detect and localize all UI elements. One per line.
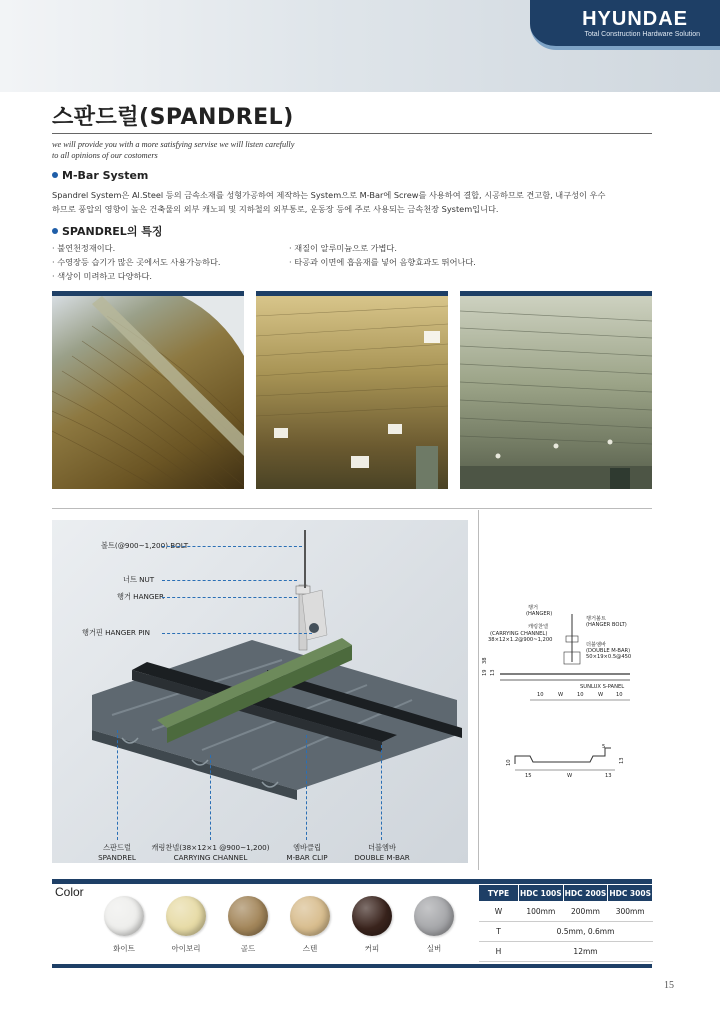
sd-dim-v2: 19 [482, 669, 488, 676]
table-cell: 100mm [519, 902, 564, 922]
callout-hanger-pin-leader [162, 633, 312, 634]
features-heading [52, 223, 163, 239]
callout-bolt: 볼트(@900~1,200) BOLT [101, 541, 189, 550]
page-number: 15 [664, 980, 674, 991]
label-spandrel [82, 843, 152, 863]
table-header: HDC 300S [608, 885, 653, 902]
footer-bar [52, 964, 652, 968]
table-header: HDC 200S [563, 885, 608, 902]
label-carrying-channel [148, 843, 273, 863]
table-header-row [479, 885, 653, 902]
callout-nut-leader [162, 580, 297, 581]
table-header: TYPE [479, 885, 519, 902]
pf-dim-15: 15 [525, 773, 532, 779]
double-mbar-leader [381, 745, 382, 840]
sd-carrying-en: (CARRYING CHANNEL) [490, 631, 548, 637]
bullet-dot-icon [52, 172, 58, 178]
mbar-heading [52, 169, 148, 182]
color-swatch-label: 골드 [240, 944, 256, 953]
sd-hanger-bolt-en: (HANGER BOLT) [586, 622, 627, 628]
table-row [479, 942, 653, 962]
page-title: 스판드럴(SPANDREL) [52, 105, 294, 130]
sd-carrying: 캐링찬넬 [528, 624, 549, 630]
label-spandrel-ko: 스판드럴 [103, 843, 131, 852]
tagline [52, 139, 294, 161]
sd-dim-v1: 38 [482, 657, 488, 664]
bullet-dot-icon [52, 228, 58, 234]
section-divider [52, 508, 652, 509]
callout-bolt-leader [162, 546, 302, 547]
color-swatch [290, 896, 330, 936]
panel-profile-drawing [505, 742, 635, 782]
brand-subtitle: Total Construction Hardware Solution [584, 31, 700, 38]
label-mbar-clip-ko: 엠바클립 [293, 843, 321, 852]
sd-hanger-bolt: 행거볼트 [586, 616, 607, 622]
color-swatch-label: 커피 [364, 944, 380, 953]
color-swatch [414, 896, 454, 936]
ceiling-lights-photo [256, 291, 448, 489]
curved-canopy-photo [52, 291, 244, 489]
sd-double-mbar-spec: 50×19×0.5@450 [586, 654, 632, 660]
label-spandrel-en: SPANDREL [98, 853, 136, 862]
table-cell: 300mm [608, 902, 653, 922]
table-row-label: W [479, 902, 519, 922]
sd-double-mbar: 더블엠바 [586, 642, 607, 648]
table-cell: 200mm [563, 902, 608, 922]
label-double-mbar-ko: 더블엠바 [368, 843, 396, 852]
table-cell: 12mm [519, 942, 653, 962]
pf-dim-5: 5 [602, 744, 606, 750]
color-swatch [352, 896, 392, 936]
list-item: · 재질이 알루미늄으로 가볍다. [289, 243, 397, 253]
list-item: · 불연천정재이다. [52, 243, 116, 253]
callout-nut: 너트 NUT [123, 575, 155, 584]
spandrel-leader [117, 730, 118, 840]
table-row-label: T [479, 922, 519, 942]
sd-double-mbar-en: (DOUBLE M-BAR) [586, 648, 631, 654]
tagline-line-2: to all opinions of our costomers [52, 151, 158, 160]
label-carrying-channel-ko: 캐링찬넬(38×12×1 @900~1,200) [151, 843, 270, 852]
color-swatch-label: 실버 [426, 944, 442, 953]
installation-diagram [52, 520, 468, 863]
brand-name: HYUNDAE [582, 8, 688, 30]
linear-ceiling-photo [460, 291, 652, 489]
sd-hanger-en: (HANGER) [526, 611, 553, 617]
section-drawing [480, 600, 655, 710]
label-double-mbar [346, 843, 418, 863]
label-double-mbar-en: DOUBLE M-BAR [354, 853, 410, 862]
mbar-description-line-1: Spandrel System은 Al.Steel 등의 금속소재를 성형가공하여 제작하는 System으로 M-Bar에 Screw를 사용하여 결합, 시공하므로 견고함, 내구성이 우수 [52, 190, 606, 200]
features-heading-text: SPANDREL의 특징 [62, 225, 163, 238]
color-swatch [166, 896, 206, 936]
list-item: · 색상이 미려하고 다양하다. [52, 271, 153, 281]
features-right-list [289, 241, 476, 269]
callout-hanger-pin: 행거핀 HANGER PIN [82, 628, 151, 637]
label-mbar-clip-en: M-BAR CLIP [286, 853, 328, 862]
table-row [479, 902, 653, 922]
carrying-channel-leader [210, 755, 211, 840]
sd-dim-1: W [558, 692, 564, 698]
sd-panel: SUNLUX S-PANEL [580, 684, 625, 690]
sd-dim-2: 10 [577, 692, 584, 698]
title-divider [52, 133, 652, 134]
sd-dim-4: 10 [616, 692, 623, 698]
sd-dim-v3: 13 [490, 669, 496, 676]
table-header: HDC 100S [519, 885, 564, 902]
pf-dim-10: 10 [506, 759, 512, 766]
sd-carrying-spec: 38×12×1.2@900~1,200 [488, 637, 553, 643]
label-mbar-clip [276, 843, 338, 863]
pf-dim-w: W [567, 773, 573, 779]
list-item: · 수영장등 습기가 많은 곳에서도 사용가능하다. [52, 257, 221, 267]
sd-dim-0: 10 [537, 692, 544, 698]
sd-hanger: 행거 [528, 605, 539, 611]
mbar-description-line-2: 하므로 풍압의 영향이 높은 건축물의 외부 캐노피 및 지하철의 외부통로, 운동장 등에 주로 사용되는 금속천장 System입니다. [52, 204, 499, 214]
callout-hanger: 행거 HANGER [117, 592, 164, 601]
mbar-description [52, 188, 662, 216]
color-swatch [104, 896, 144, 936]
sd-dim-3: W [598, 692, 604, 698]
label-carrying-channel-en: CARRYING CHANNEL [173, 853, 248, 862]
pf-dim-13: 13 [619, 757, 625, 764]
brand-logo [530, 0, 720, 50]
column-divider [478, 510, 479, 870]
table-row-label: H [479, 942, 519, 962]
color-swatch-label: 아이보리 [171, 944, 201, 953]
list-item: · 타공과 이면에 흡음재를 넣어 음향효과도 뛰어나다. [289, 257, 476, 267]
callout-hanger-leader [162, 597, 297, 598]
color-swatch-label: 화이트 [113, 944, 135, 953]
table-row [479, 922, 653, 942]
color-heading: Color [55, 885, 84, 899]
mbar-heading-text: M-Bar System [62, 169, 149, 182]
spec-table [478, 884, 653, 962]
pf-dim-13b: 13 [605, 773, 612, 779]
color-swatch [228, 896, 268, 936]
table-cell: 0.5mm, 0.6mm [519, 922, 653, 942]
mbar-clip-leader [306, 735, 307, 840]
tagline-line-1: we will provide you with a more satisfying servise we will listen carefully [52, 140, 295, 149]
features-left-list [52, 241, 221, 283]
color-swatch-label: 스텐 [302, 944, 318, 953]
